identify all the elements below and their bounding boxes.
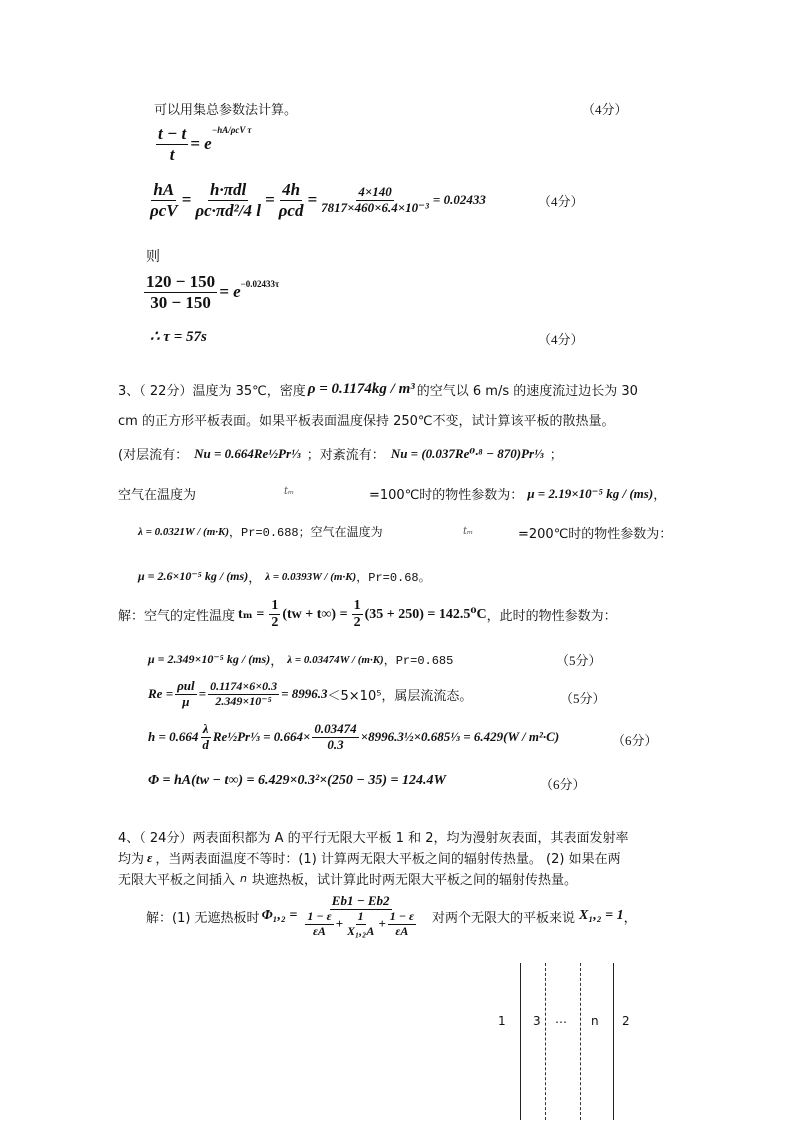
q3-air1-label: 空气在温度为 [118, 488, 197, 503]
equation-temperature-ratio: $\frac{t - t}{t}$ = e $^{-hA/\rho cV \tau}$ [158, 124, 252, 164]
q3-correlations: (对层流有： Nu = 0.664Re½Pr⅓ ；对紊流有： Nu = (0.037Re⁰·⁸ − 870)Pr⅓ ； [118, 445, 563, 463]
plate-dots: … [555, 1012, 567, 1026]
plate-n-label: n [591, 1014, 599, 1028]
q3-line1: 3、（ 22分）温度为 35℃，密度 ρ = 0.1174kg / m³ 的空气以 6 m/s 的速度流过边长为 30 [118, 381, 638, 399]
score-6a: （6分） [612, 733, 658, 748]
text-intro: 可以用集总参数法计算。 [154, 103, 298, 118]
score-c: （4分） [538, 332, 584, 347]
q3-air1-tm: tₘ [284, 486, 295, 497]
q3-properties: μ = 2.349×10⁻⁵ kg / (ms) ， λ = 0.03474W / (m·K) ，Pr=0.685 [148, 652, 454, 669]
plate-2-label: 2 [622, 1014, 630, 1028]
plate-n-minus-line [580, 963, 581, 1120]
q4-line2: 均为 ε ，当两表面温度不等时：(1) 计算两无限大平板之间的辐射传热量。 (2) 如果在两 [118, 849, 621, 867]
equation-substitution: $\frac{120 - 150}{30 - 150}$ = e $^{-0.02433\tau}$ [146, 272, 280, 312]
plate-3-line [545, 963, 546, 1120]
score-6b: （6分） [540, 777, 586, 792]
plate-1-line [520, 963, 521, 1120]
q4-line1: 4、（ 24分）两表面积都为 A 的平行无限大平板 1 和 2，均为漫射灰表面，其表面发射率 [118, 831, 629, 846]
q3-air1-props: =100℃时的物性参数为： μ = 2.19×10⁻⁵ kg / (ms) ， [369, 485, 667, 503]
score-5a: （5分） [556, 653, 602, 668]
q3-solution-temperature: 解：空气的定性温度 tₘ = $\frac{1}{2}$ (tw + t∞) = $\frac{1}{2}$ (35 + 250) = 142.5⁰C ，此时的物性参数为： [118, 598, 617, 631]
equation-biot: $\frac{hA}{\text{ρcV}}$ = $\frac{\text{h·πdl}}{\text{ρc·πd²/4 l}}$ = $\frac{4h}{\text{ρcd}}$ = $\frac{4\times 140}{\text{7817×460×6.4×10⁻³}}$ = 0.02433 [150, 180, 486, 220]
q3-air2-label: =200℃时的物性参数为： [518, 527, 673, 542]
q3-air3-props: μ = 2.6×10⁻⁵ kg / (ms) ， λ = 0.0393W / (m·K) ，Pr=0.68。 [138, 569, 431, 586]
q4-line3: 无限大平板之间插入 n 块遮热板，试计算此时两无限大平板之间的辐射传热量。 [118, 872, 578, 888]
text-then: 则 [146, 249, 160, 265]
equation-tau-result: ∴ τ = 57s [150, 329, 207, 345]
q3-air2-props: λ = 0.0321W / (m·K) ，Pr=0.688；空气在温度为 [138, 525, 383, 540]
plate-2-line [613, 963, 614, 1120]
plate-3-label: 3 [533, 1014, 541, 1028]
q4-solution: 解：(1) 无遮热板时 Φ₁,₂ = Eb1 − Eb2 $\frac{1 - \varepsilon}{\varepsilon A}$ + $\frac{1}{\text{X₁,₂A}}$ + $\frac{1 - \varepsilon}{\varepsilon A}$ 对两个无限大的平板来说 X₁,₂ = 1 ， [146, 893, 637, 938]
score-b: （4分） [538, 194, 584, 209]
plate-1-label: 1 [498, 1014, 506, 1028]
q3-air2-tm: tₘ [463, 526, 474, 537]
score-a: （4分） [582, 102, 628, 117]
equation-heat-flow: Φ = hA(tw − t∞) = 6.429×0.3²×(250 − 35) = 124.4W [148, 773, 446, 788]
equation-reynolds: Re = $\frac{\text{ρul}}{\mu}$ = $\frac{0.1174\times 6\times 0.3}{\text{2.349×10⁻⁵}}$ = 8996.3 ＜5×10⁵，属层流流态。 [148, 678, 473, 709]
q3-line2: cm 的正方形平板表面。如果平板表面温度保持 250℃不变，试计算该平板的散热量。 [118, 414, 615, 429]
equation-heat-transfer-coefficient: h = 0.664 $\frac{\lambda}{d}$ Re½Pr⅓ = 0.664× $\frac{0.03474}{0.3}$ ×8996.3½×0.685⅓ = 6.429(W / m²·C) [148, 721, 560, 752]
score-5b: （5分） [560, 691, 606, 706]
